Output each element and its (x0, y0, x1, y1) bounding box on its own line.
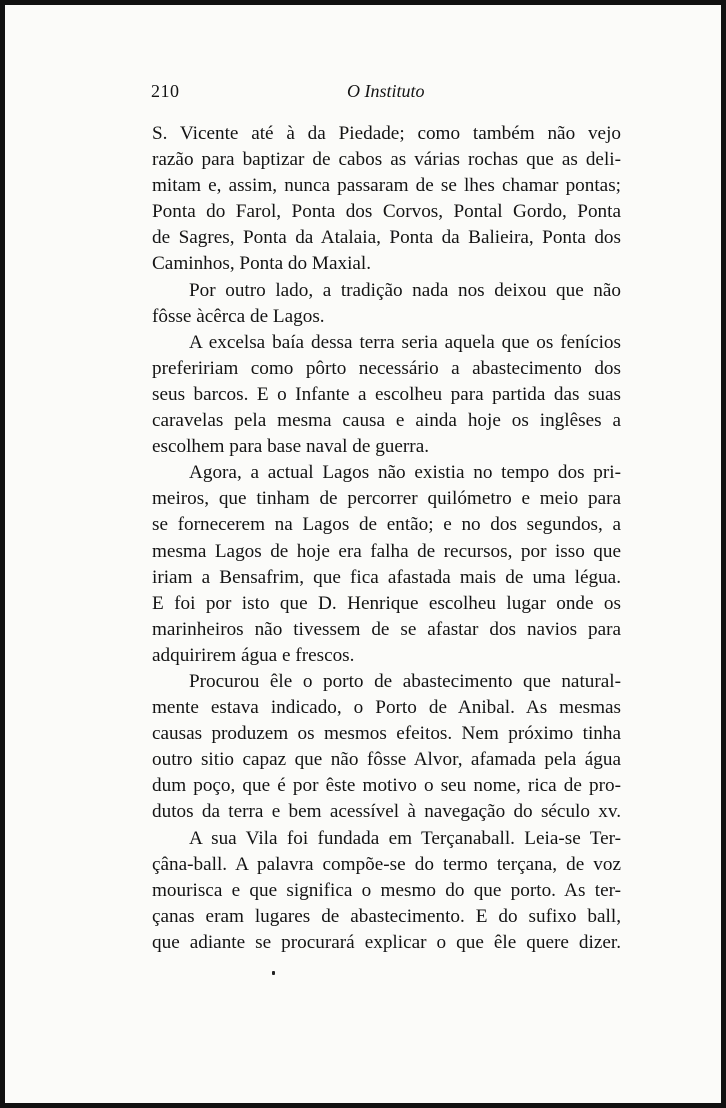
text-line: causas produzem os mesmos efeitos. Nem próximo tinha (152, 723, 621, 745)
text-line: E foi por isto que D. Henrique escolheu lugar onde os (152, 592, 621, 614)
text-line: mitam e, assim, nunca passaram de se lhes chamar pontas; (152, 175, 621, 197)
running-head (151, 81, 621, 105)
text-line: prefeririam como pôrto necessário a abastecimento dos (152, 357, 621, 379)
paragraph (152, 669, 621, 826)
text-line: meiros, que tinham de percorrer quilómetro e meio para (152, 488, 621, 510)
text-line: Ponta do Farol, Ponta dos Corvos, Pontal Gordo, Ponta (152, 201, 621, 223)
text-line: de Sagres, Ponta da Atalaia, Ponta da Balieira, Ponta dos (152, 227, 621, 249)
paragraph (152, 330, 621, 460)
text-line: marinheiros não tivessem de se afastar dos navios para (152, 618, 621, 640)
text-line: razão para baptizar de cabos as várias rochas que as deli- (152, 149, 621, 171)
ink-speck (272, 971, 275, 975)
text-line: caravelas pela mesma causa e ainda hoje os inglêses a (152, 410, 621, 432)
paragraph (152, 460, 621, 669)
text-line: mente estava indicado, o Porto de Anibal. As mesmas (152, 697, 621, 719)
text-line: mourisca e que significa o mesmo do que porto. As ter- (152, 879, 621, 901)
text-line: çanas eram lugares de abastecimento. E do sufixo ball, (152, 905, 621, 927)
body-text (152, 121, 621, 956)
text-line: A excelsa baía dessa terra seria aquela que os fenícios (189, 331, 621, 353)
running-title: O Instituto (347, 81, 425, 101)
text-line: Por outro lado, a tradição nada nos deixou que não (189, 279, 621, 301)
paragraph (152, 826, 621, 956)
text-line: mesma Lagos de hoje era falha de recursos, por isso que (152, 540, 621, 562)
text-line: Agora, a actual Lagos não existia no tempo dos pri- (189, 462, 621, 484)
text-line: A sua Vila foi fundada em Terçanaball. Leia-se Ter- (189, 827, 621, 849)
text-line: iriam a Bensafrim, que fica afastada mais de uma légua. (152, 566, 621, 588)
text-line: fôsse àcêrca de Lagos. (152, 305, 325, 327)
text-line: S. Vicente até à da Piedade; como também não vejo (152, 123, 621, 144)
paragraph (152, 121, 621, 278)
text-line: dutos da terra e bem acessível à navegação do século xv. (152, 801, 621, 823)
text-line: escolhem para base naval de guerra. (152, 436, 430, 458)
text-line: Procurou êle o porto de abastecimento que natural- (189, 670, 621, 692)
text-line: çâna-ball. A palavra compõe-se do termo terçana, de voz (152, 853, 621, 875)
text-line: adquirirem água e frescos. (152, 644, 355, 666)
text-line: Caminhos, Ponta do Maxial. (152, 253, 372, 275)
page-number: 210 (151, 81, 180, 101)
text-line: outro sitio capaz que não fôsse Alvor, afamada pela água (152, 749, 621, 771)
paragraph (152, 278, 621, 330)
text-line: que adiante se procurará explicar o que êle quere dizer. (152, 931, 621, 953)
text-line: se fornecerem na Lagos de então; e no dos segundos, a (152, 514, 621, 536)
text-line: seus barcos. E o Infante a escolheu para partida das suas (152, 383, 621, 405)
text-line: dum poço, que é por êste motivo o seu nome, rica de pro- (152, 775, 621, 797)
